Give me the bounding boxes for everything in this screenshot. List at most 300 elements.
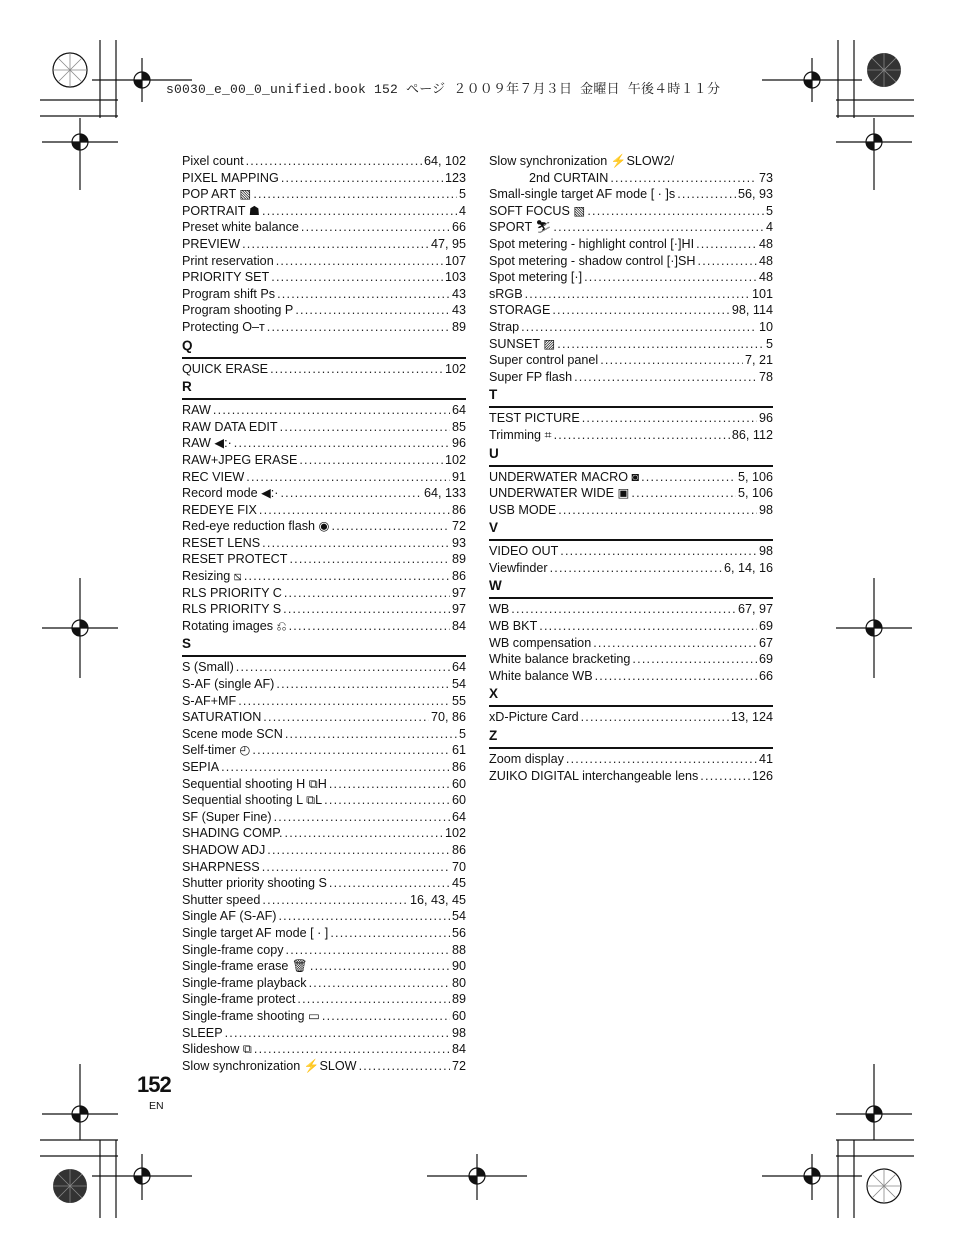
index-entry [182, 742, 466, 759]
dot-leader [554, 427, 730, 444]
dot-leader [329, 875, 450, 892]
dot-leader [289, 618, 450, 635]
index-entry-label: Single-frame copy [182, 942, 284, 957]
index-entry-pages: 72 [451, 519, 466, 534]
dot-leader [511, 601, 736, 618]
index-entry-pages: 64 [451, 660, 466, 675]
index-entry-label: REC VIEW [182, 469, 245, 484]
index-entry-label: SHADING COMP. [182, 826, 283, 841]
index-entry [489, 203, 773, 220]
index-entry-pages: 96 [758, 411, 773, 426]
dot-leader [560, 543, 757, 560]
index-entry-label: S-AF+MF [182, 693, 237, 708]
index-entry-pages: 10 [758, 319, 773, 334]
index-entry-pages: 55 [451, 693, 466, 708]
index-entry-label: White balance bracketing [489, 652, 631, 667]
index-entry-pages: 98 [758, 544, 773, 559]
dot-leader [677, 186, 736, 203]
index-entry-label: Self-timer ◴ [182, 743, 251, 758]
index-entry [182, 302, 466, 319]
dot-leader [595, 668, 757, 685]
dot-leader [329, 776, 450, 793]
index-entry [489, 427, 773, 444]
index-entry-pages: 64 [451, 403, 466, 418]
dot-leader [284, 585, 450, 602]
dot-leader [262, 859, 450, 876]
index-entry-label: SLEEP [182, 1025, 223, 1040]
dot-leader [584, 269, 757, 286]
index-entry [182, 1008, 466, 1025]
index-entry [489, 286, 773, 303]
index-entry-pages: 5, 106 [737, 486, 773, 501]
index-entry-label: SHADOW ADJ [182, 842, 266, 857]
index-entry-pages: 88 [451, 942, 466, 957]
dot-leader [213, 402, 450, 419]
index-entry [182, 842, 466, 859]
dot-leader [297, 991, 450, 1008]
index-entry-pages: 5 [765, 336, 773, 351]
index-entry-label: Super control panel [489, 353, 599, 368]
index-entry [182, 859, 466, 876]
index-entry [182, 485, 466, 502]
index-section-heading: X [489, 685, 773, 707]
index-entry [182, 518, 466, 535]
print-header: s0030_e_00_0_unified.book 152 ページ ２００９年７月３日 金曜日 午後４時１１分 [166, 82, 721, 97]
index-entry [489, 635, 773, 652]
dot-leader [283, 601, 450, 618]
index-entry [489, 352, 773, 369]
index-entry [182, 186, 466, 203]
dot-leader [262, 535, 450, 552]
index-entry [489, 502, 773, 519]
index-entry-pages: 56, 93 [737, 187, 773, 202]
index-entry-label: Trimming ⌗ [489, 427, 552, 442]
index-column-right [489, 153, 773, 784]
index-entry [489, 236, 773, 253]
index-entry [182, 253, 466, 270]
dot-leader [581, 709, 729, 726]
index-entry-pages: 69 [758, 652, 773, 667]
index-entry [489, 302, 773, 319]
dot-leader [539, 618, 757, 635]
index-entry-label: SATURATION [182, 710, 262, 725]
index-entry-label: Single-frame playback [182, 975, 307, 990]
dot-leader [246, 153, 422, 170]
index-entry-label: PREVIEW [182, 236, 241, 251]
index-entry-label: Sequential shooting H ⧉H [182, 776, 327, 791]
dot-leader [236, 659, 450, 676]
index-entry [182, 759, 466, 776]
index-entry [182, 585, 466, 602]
index-entry-pages: 98, 114 [731, 303, 773, 318]
index-entry-pages: 86, 112 [731, 427, 773, 442]
dot-leader [696, 236, 757, 253]
dot-leader [574, 369, 757, 386]
index-section-heading: S [182, 635, 466, 657]
dot-leader [558, 502, 757, 519]
index-entry-pages: 43 [451, 303, 466, 318]
index-entry [489, 369, 773, 386]
index-entry-label: Slow synchronization ⚡SLOW2/ [489, 154, 675, 168]
index-entry-pages: 5 [458, 726, 466, 741]
dot-leader [270, 361, 443, 378]
index-entry-label: RESET PROTECT [182, 552, 288, 567]
index-entry-pages: 80 [451, 975, 466, 990]
dot-leader [286, 942, 450, 959]
index-entry-label: RAW+JPEG ERASE [182, 452, 298, 467]
index-entry [182, 269, 466, 286]
dot-leader [262, 203, 457, 220]
index-entry-pages: 4 [765, 220, 773, 235]
index-entry [182, 659, 466, 676]
index-entry [182, 693, 466, 710]
index-entry-label: Spot metering - shadow control [·]SH [489, 253, 696, 268]
dot-leader [234, 435, 450, 452]
index-entry-pages: 67 [758, 635, 773, 650]
index-entry [182, 219, 466, 236]
index-entry-pages: 98 [451, 1025, 466, 1040]
index-entry-pages: 64, 133 [423, 486, 466, 501]
index-entry-pages: 41 [758, 752, 773, 767]
index-entry [489, 560, 773, 577]
dot-leader [698, 253, 757, 270]
index-entry-label: WB [489, 602, 510, 617]
index-entry-pages: 48 [758, 236, 773, 251]
index-entry-label: PORTRAIT ☗ [182, 203, 261, 218]
dot-leader [301, 219, 450, 236]
index-entry-pages: 89 [451, 992, 466, 1007]
dot-leader [276, 253, 443, 270]
index-entry [489, 651, 773, 668]
index-entry [182, 1041, 466, 1058]
index-entry-pages: 70 [451, 859, 466, 874]
dot-leader [281, 170, 443, 187]
index-entry-label: Strap [489, 319, 520, 334]
index-entry [489, 709, 773, 726]
dot-leader [324, 792, 450, 809]
index-entry-label: S (Small) [182, 660, 234, 675]
index-entry-label: REDEYE FIX [182, 502, 257, 517]
index-entry-pages: 43 [451, 286, 466, 301]
index-entry-label: Print reservation [182, 253, 274, 268]
dot-leader [552, 302, 730, 319]
dot-leader [280, 419, 450, 436]
index-entry-pages: 60 [451, 793, 466, 808]
crosshair-icon [42, 58, 912, 1200]
index-entry-label: Sequential shooting L ⧉L [182, 793, 323, 808]
index-section-heading: W [489, 577, 773, 599]
index-entry-pages: 85 [451, 419, 466, 434]
index-entry-pages: 13, 124 [730, 710, 773, 725]
dot-leader [278, 908, 450, 925]
index-entry [489, 410, 773, 427]
index-entry-pages: 5, 106 [737, 469, 773, 484]
index-entry-label: SF (Super Fine) [182, 809, 272, 824]
dot-leader [610, 170, 757, 187]
index-entry-pages: 97 [451, 602, 466, 617]
dot-leader [295, 302, 450, 319]
index-entry-pages: 61 [451, 743, 466, 758]
index-entry-label: Spot metering [·] [489, 270, 583, 285]
index-entry-pages: 126 [751, 768, 773, 783]
index-entry [182, 776, 466, 793]
index-entry-pages: 4 [458, 203, 466, 218]
index-entry-pages: 7, 21 [744, 353, 773, 368]
index-entry-pages: 86 [451, 842, 466, 857]
index-entry-label: SUNSET ▨ [489, 336, 556, 351]
dot-leader [631, 485, 736, 502]
index-entry [182, 942, 466, 959]
index-entry-pages: 48 [758, 253, 773, 268]
index-entry [182, 958, 466, 975]
dot-leader [246, 469, 450, 486]
index-entry-label: TEST PICTURE [489, 411, 580, 426]
page-number: 152 [137, 1072, 171, 1097]
index-entry-pages: 64 [451, 809, 466, 824]
index-entry [489, 469, 773, 486]
language-code: EN [149, 1100, 164, 1112]
dot-leader [221, 759, 450, 776]
dot-leader [280, 485, 421, 502]
index-entry-label: VIDEO OUT [489, 544, 559, 559]
dot-leader [641, 469, 736, 486]
index-entry-pages: 123 [444, 170, 466, 185]
dot-leader [271, 269, 443, 286]
index-entry-pages: 89 [451, 552, 466, 567]
index-entry-label: Viewfinder [489, 560, 548, 575]
index-section-heading: Z [489, 727, 773, 749]
index-entry-label: PIXEL MAPPING [182, 170, 279, 185]
index-entry-pages: 90 [451, 959, 466, 974]
index-entry [489, 618, 773, 635]
dot-leader [587, 203, 764, 220]
index-entry [182, 535, 466, 552]
index-entry [489, 186, 773, 203]
index-entry-pages: 86 [451, 569, 466, 584]
index-entry-pages: 84 [451, 618, 466, 633]
index-entry-label: Scene mode SCN [182, 726, 283, 741]
index-entry [182, 792, 466, 809]
index-entry [489, 485, 773, 502]
dot-leader [582, 410, 757, 427]
index-entry-label: Small-single target AF mode [ · ]s [489, 187, 676, 202]
index-entry-label: Program shift Ps [182, 286, 276, 301]
dot-leader [259, 502, 450, 519]
index-entry-label: RAW [182, 403, 211, 418]
index-section-heading: R [182, 378, 466, 400]
index-entry-pages: 70, 86 [430, 710, 466, 725]
index-entry-label: sRGB [489, 286, 523, 301]
index-entry-pages: 64, 102 [423, 154, 466, 168]
index-entry-pages: 45 [451, 876, 466, 891]
dot-leader [557, 336, 764, 353]
dot-leader [244, 568, 450, 585]
index-entry-pages: 84 [451, 1042, 466, 1057]
dot-leader [254, 1041, 450, 1058]
index-entry [182, 925, 466, 942]
index-entry [489, 219, 773, 236]
index-entry-label: Slideshow ⧉ [182, 1042, 252, 1057]
index-entry [182, 618, 466, 635]
index-entry-label: USB MODE [489, 502, 557, 517]
index-entry [182, 170, 466, 187]
dot-leader [600, 352, 743, 369]
index-entry-label: Super FP flash [489, 369, 573, 384]
index-entry-label: POP ART ▧ [182, 187, 252, 202]
index-entry [182, 809, 466, 826]
dot-leader [225, 1025, 450, 1042]
index-entry [182, 908, 466, 925]
index-entry-label: Single AF (S-AF) [182, 909, 277, 924]
index-entry [182, 452, 466, 469]
index-entry-pages: 5 [458, 187, 466, 202]
index-entry [182, 825, 466, 842]
index-entry-pages: 97 [451, 585, 466, 600]
dot-leader [285, 726, 457, 743]
index-entry [182, 875, 466, 892]
index-entry-pages: 89 [451, 319, 466, 334]
index-entry-label: White balance WB [489, 668, 593, 683]
index-entry [182, 236, 466, 253]
dot-leader [700, 768, 750, 785]
index-entry [182, 203, 466, 220]
dot-leader [276, 676, 450, 693]
index-entry-pages: 54 [451, 677, 466, 692]
index-entry-label: Preset white balance [182, 220, 299, 235]
index-entry-label: RAW DATA EDIT [182, 419, 278, 434]
index-entry-pages: 101 [751, 286, 773, 301]
index-entry-label: QUICK ERASE [182, 361, 269, 376]
index-entry-pages: 93 [451, 535, 466, 550]
index-entry-label: UNDERWATER WIDE ▣ [489, 486, 630, 501]
dot-leader [267, 842, 450, 859]
dot-leader [238, 693, 450, 710]
index-entry-label: Zoom display [489, 752, 564, 767]
index-entry-pages: 102 [444, 826, 466, 841]
dot-leader [310, 958, 450, 975]
index-entry-pages: 54 [451, 909, 466, 924]
index-entry [182, 1058, 466, 1075]
dot-leader [330, 925, 450, 942]
index-entry-label: WB BKT [489, 619, 538, 634]
index-entry [489, 319, 773, 336]
dot-leader [277, 286, 450, 303]
index-entry [489, 668, 773, 685]
index-entry-label: xD-Picture Card [489, 710, 579, 725]
dot-leader [525, 286, 750, 303]
index-entry [489, 751, 773, 768]
index-entry-label: RLS PRIORITY C [182, 585, 282, 600]
index-entry [182, 551, 466, 568]
index-entry-label: PRIORITY SET [182, 270, 270, 285]
index-entry-label: SPORT ⛷ [489, 220, 552, 235]
dot-leader [299, 452, 443, 469]
index-entry [182, 153, 466, 170]
index-entry-pages: 96 [451, 436, 466, 451]
index-entry [489, 170, 773, 187]
dot-leader [632, 651, 757, 668]
index-column-left [182, 153, 466, 1074]
index-entry-label: Single-frame protect [182, 992, 296, 1007]
index-entry-pages: 66 [758, 668, 773, 683]
index-entry-label: SEPIA [182, 760, 220, 774]
index-entry [489, 336, 773, 353]
index-entry-pages: 5 [765, 203, 773, 218]
index-entry-pages: 107 [444, 253, 466, 268]
index-entry-pages: 102 [444, 452, 466, 467]
index-entry-label: Single target AF mode [ · ] [182, 925, 329, 940]
index-entry [182, 419, 466, 436]
index-entry [182, 726, 466, 743]
dot-leader [242, 236, 429, 253]
index-entry-label: Red-eye reduction flash ◉ [182, 519, 330, 534]
index-entry-label: SOFT FOCUS ▧ [489, 203, 586, 218]
index-entry [182, 892, 466, 909]
index-entry-pages: 86 [451, 760, 466, 774]
index-entry [489, 601, 773, 618]
dot-leader [267, 319, 450, 336]
index-section-heading: Q [182, 337, 466, 359]
index-entry-label: Shutter priority shooting S [182, 876, 327, 891]
index-entry [182, 991, 466, 1008]
index-entry [489, 153, 773, 170]
index-entry-pages: 56 [451, 925, 466, 940]
index-entry-pages: 69 [758, 619, 773, 634]
index-entry-label: Record mode ◀:· [182, 486, 279, 501]
dot-leader [289, 551, 450, 568]
index-entry-pages: 91 [451, 469, 466, 484]
index-entry [489, 768, 773, 785]
index-entry-label: S-AF (single AF) [182, 677, 275, 692]
index-entry-label: SHARPNESS [182, 859, 260, 874]
index-entry [489, 269, 773, 286]
index-entry [182, 361, 466, 378]
index-entry-label: RESET LENS [182, 535, 261, 550]
dot-leader [274, 809, 450, 826]
dot-leader [285, 825, 443, 842]
dot-leader [359, 1058, 450, 1075]
index-entry-pages: 16, 43, 45 [409, 892, 466, 907]
index-entry-label: RAW ◀:· [182, 436, 232, 451]
index-entry-label: Single-frame erase 🗑 [182, 959, 308, 974]
index-section-heading: T [489, 386, 773, 408]
index-entry-pages: 47, 95 [430, 236, 466, 251]
index-entry-pages: 103 [444, 270, 466, 285]
index-entry [182, 286, 466, 303]
index-entry-label: 2nd CURTAIN [529, 170, 609, 185]
index-entry-pages: 78 [758, 369, 773, 384]
index-entry-pages: 66 [451, 220, 466, 235]
index-entry-label: STORAGE [489, 303, 551, 318]
index-entry-pages: 72 [451, 1058, 466, 1073]
index-entry-label: Single-frame shooting ▭ [182, 1008, 320, 1023]
index-entry-pages: 60 [451, 1008, 466, 1023]
starburst-icon [53, 53, 901, 1203]
dot-leader [262, 892, 408, 909]
index-entry-label: WB compensation [489, 635, 592, 650]
index-entry-label: UNDERWATER MACRO ◙ [489, 469, 640, 484]
index-entry-pages: 98 [758, 502, 773, 517]
index-entry-label: Pixel count [182, 154, 244, 168]
dot-leader [309, 975, 450, 992]
dot-leader [252, 742, 450, 759]
index-entry-label: Shutter speed [182, 892, 261, 907]
dot-leader [593, 635, 757, 652]
index-entry [182, 1025, 466, 1042]
index-entry [182, 676, 466, 693]
index-entry-pages: 60 [451, 776, 466, 791]
index-entry [182, 502, 466, 519]
